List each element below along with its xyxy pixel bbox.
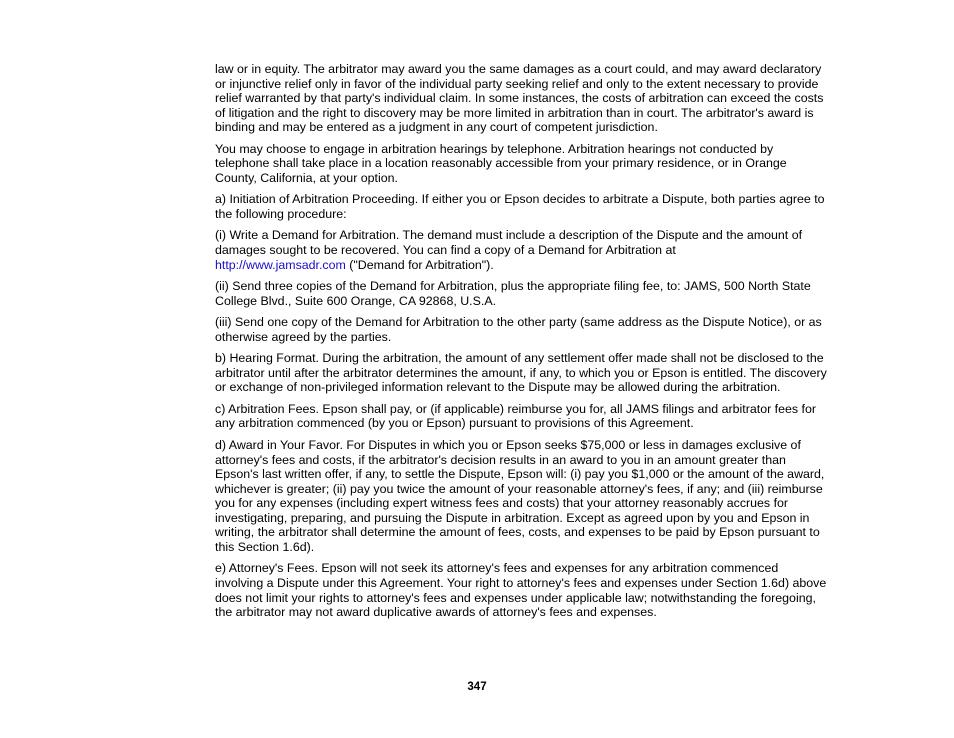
paragraph-demand (215, 228, 827, 272)
paragraph-attorney-fees: e) Attorney's Fees. Epson will not seek its attorney's fees and expenses for any arbitration commenced involving a Dispute under this Agreement. Your right to attorney's fees and expenses under Section 1.6d) above does not limit your rights to attorney's fees and expenses under applicable law; notwithstanding the foregoing, the arbitrator may not award duplicative awards of attorney's fees and expenses. (215, 561, 827, 620)
jams-link[interactable]: http://www.jamsadr.com (215, 257, 346, 272)
paragraph-send-copies: (ii) Send three copies of the Demand for Arbitration, plus the appropriate filing fee, to: JAMS, 500 North State College Blvd., Suite 600 Orange, CA 92868, U.S.A. (215, 279, 811, 308)
demand-text-after: ("Demand for Arbitration"). (345, 257, 494, 272)
paragraph-award-in-favor: d) Award in Your Favor. For Disputes in which you or Epson seeks $75,000 or less in damages exclusive of attorney's fees and costs, if the arbitrator's decision results in an award to you in an amount greater than Epson's last written offer, if any, to settle the Dispute, Epson will: (i) pay you $1,000 or the amount of the award, whichever is greater; (ii) pay you twice the amount of your reasonable attorney's fees, if any; and (iii) reimburse you for any expenses (including expert witness fees and costs) that your attorney reasonably accrues for investigating, preparing, and pursuing the Dispute in arbitration. Except as agreed upon by you and Epson in writing, the arbitrator shall determine the amount of fees, costs, and expenses to be paid by Epson pursuant to this Section 1.6d). (215, 438, 825, 554)
paragraph-arbitration-fees: c) Arbitration Fees. Epson shall pay, or (if applicable) reimburse you for, all JAMS filings and arbitrator fees for any arbitration commenced (by you or Epson) pursuant to provisions of this Agreement. (215, 401, 816, 431)
paragraph-arbitrator-award: law or in equity. The arbitrator may award you the same damages as a court could, and may award declaratory or injunctive relief only in favor of the individual party seeking relief and only to the extent necessary to provide relief warranted by that party's individual claim. In some instances, the costs of arbitration can exceed the costs of litigation and the right to discovery may be more limited in arbitration than in court. The arbitrator's award is binding and may be entered as a judgment in any court of competent jurisdiction. (215, 62, 824, 135)
page-number: 347 (467, 681, 487, 693)
document-body (215, 62, 827, 627)
demand-text: (i) Write a Demand for Arbitration. The demand must include a description of the Dispute and the amount of damages sought to be recovered. You can find a copy of a Demand for Arbitration at (215, 228, 803, 258)
paragraph-telephone-hearings: You may choose to engage in arbitration hearings by telephone. Arbitration hearings not conducted by telephone shall take place in a location reasonably accessible from your primary residence, or in Orange County, California, at your option. (215, 141, 787, 185)
paragraph-send-one-copy: (iii) Send one copy of the Demand for Arbitration to the other party (same address as the Dispute Notice), or as otherwise agreed by the parties. (215, 315, 822, 344)
paragraph-initiation: a) Initiation of Arbitration Proceeding. If either you or Epson decides to arbitrate a Dispute, both parties agree to the following procedure: (215, 192, 825, 221)
paragraph-hearing-format: b) Hearing Format. During the arbitration, the amount of any settlement offer made shall not be disclosed to the arbitrator until after the arbitrator determines the amount, if any, to which you or Epson is entitled. The discovery or exchange of non-privileged information relevant to the Dispute may be allowed during the arbitration. (215, 351, 827, 395)
